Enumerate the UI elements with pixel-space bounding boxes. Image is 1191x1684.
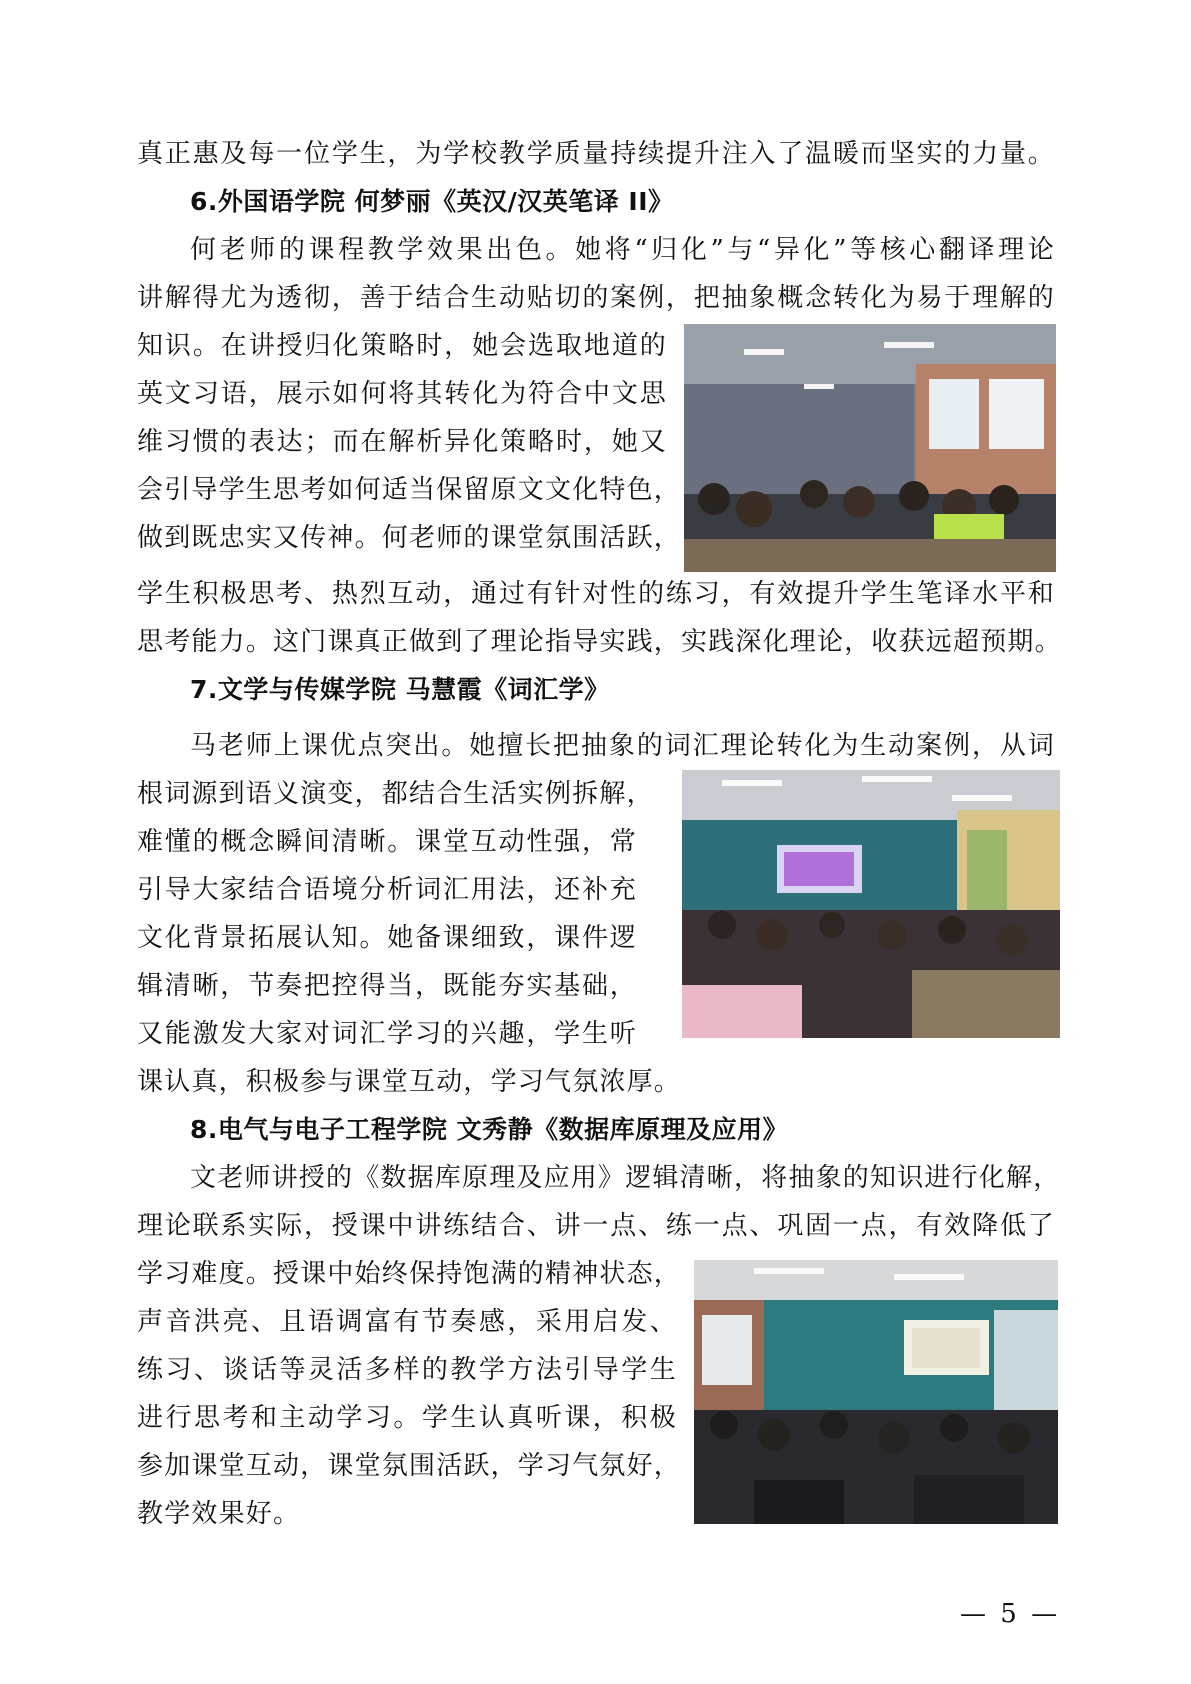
paragraph-line: 维习惯的表达；而在解析异化策略时，她又 [137, 427, 667, 457]
paragraph-line: 根词源到语义演变，都结合生活实例拆解， [137, 779, 654, 809]
intro-line: 真正惠及每一位学生，为学校教学质量持续提升注入了温暖而坚实的力量。 [137, 139, 1055, 169]
paragraph-line: 会引导学生思考如何适当保留原文文化特色， [137, 475, 682, 505]
paragraph-line: 英文习语，展示如何将其转化为符合中文思 [137, 379, 667, 409]
paragraph-line: 理论联系实际，授课中讲练结合、讲一点、练一点、巩固一点，有效降低了 [137, 1211, 1055, 1241]
paragraph-line: 引导大家结合语境分析词汇用法，还补充 [137, 875, 637, 905]
paragraph-line: 难懂的概念瞬间清晰。课堂互动性强，常 [137, 827, 637, 857]
paragraph-line: 思考能力。这门课真正做到了理论指导实践，实践深化理论，收获远超预期。 [137, 627, 1062, 657]
section-heading-7: 7.文学与传媒学院 马慧霞《词汇学》 [190, 675, 610, 704]
paragraph-line: 参加课堂互动，课堂氛围活跃，学习气氛好， [137, 1451, 682, 1481]
paragraph-line: 文化背景拓展认知。她备课细致，课件逻 [137, 923, 637, 953]
paragraph-line: 做到既忠实又传神。何老师的课堂氛围活跃， [137, 523, 682, 553]
classroom-photo-1 [684, 324, 1056, 572]
paragraph-line: 声音洪亮、且语调富有节奏感，采用启发、 [137, 1307, 677, 1337]
paragraph-line: 辑清晰，节奏把控得当，既能夯实基础， [137, 971, 637, 1001]
section-heading-8: 8.电气与电子工程学院 文秀静《数据库原理及应用》 [190, 1115, 789, 1144]
paragraph-line: 文老师讲授的《数据库原理及应用》逻辑清晰，将抽象的知识进行化解， [190, 1163, 1061, 1193]
paragraph-line: 学习难度。授课中始终保持饱满的精神状态， [137, 1259, 682, 1289]
paragraph-line: 学生积极思考、热烈互动，通过有针对性的练习，有效提升学生笔译水平和 [137, 579, 1055, 609]
paragraph-line: 知识。在讲授归化策略时，她会选取地道的 [137, 331, 667, 361]
page-number: — 5 — [960, 1599, 1061, 1629]
paragraph-line: 讲解得尤为透彻，善于结合生动贴切的案例，把抽象概念转化为易于理解的 [137, 283, 1055, 313]
paragraph-line: 马老师上课优点突出。她擅长把抽象的词汇理论转化为生动案例，从词 [190, 731, 1055, 761]
paragraph-line: 又能激发大家对词汇学习的兴趣，学生听 [137, 1019, 637, 1049]
section-heading-6: 6.外国语学院 何梦丽《英汉/汉英笔译 II》 [190, 187, 674, 216]
paragraph-line: 教学效果好。 [137, 1499, 301, 1529]
classroom-photo-3 [694, 1260, 1058, 1524]
paragraph-line: 课认真，积极参与课堂互动，学习气氛浓厚。 [137, 1067, 682, 1097]
classroom-photo-2 [682, 770, 1060, 1038]
paragraph-line: 进行思考和主动学习。学生认真听课，积极 [137, 1403, 677, 1433]
paragraph-line: 何老师的课程教学效果出色。她将“归化”与“异化”等核心翻译理论 [190, 235, 1055, 265]
paragraph-line: 练习、谈话等灵活多样的教学方法引导学生 [137, 1355, 677, 1385]
